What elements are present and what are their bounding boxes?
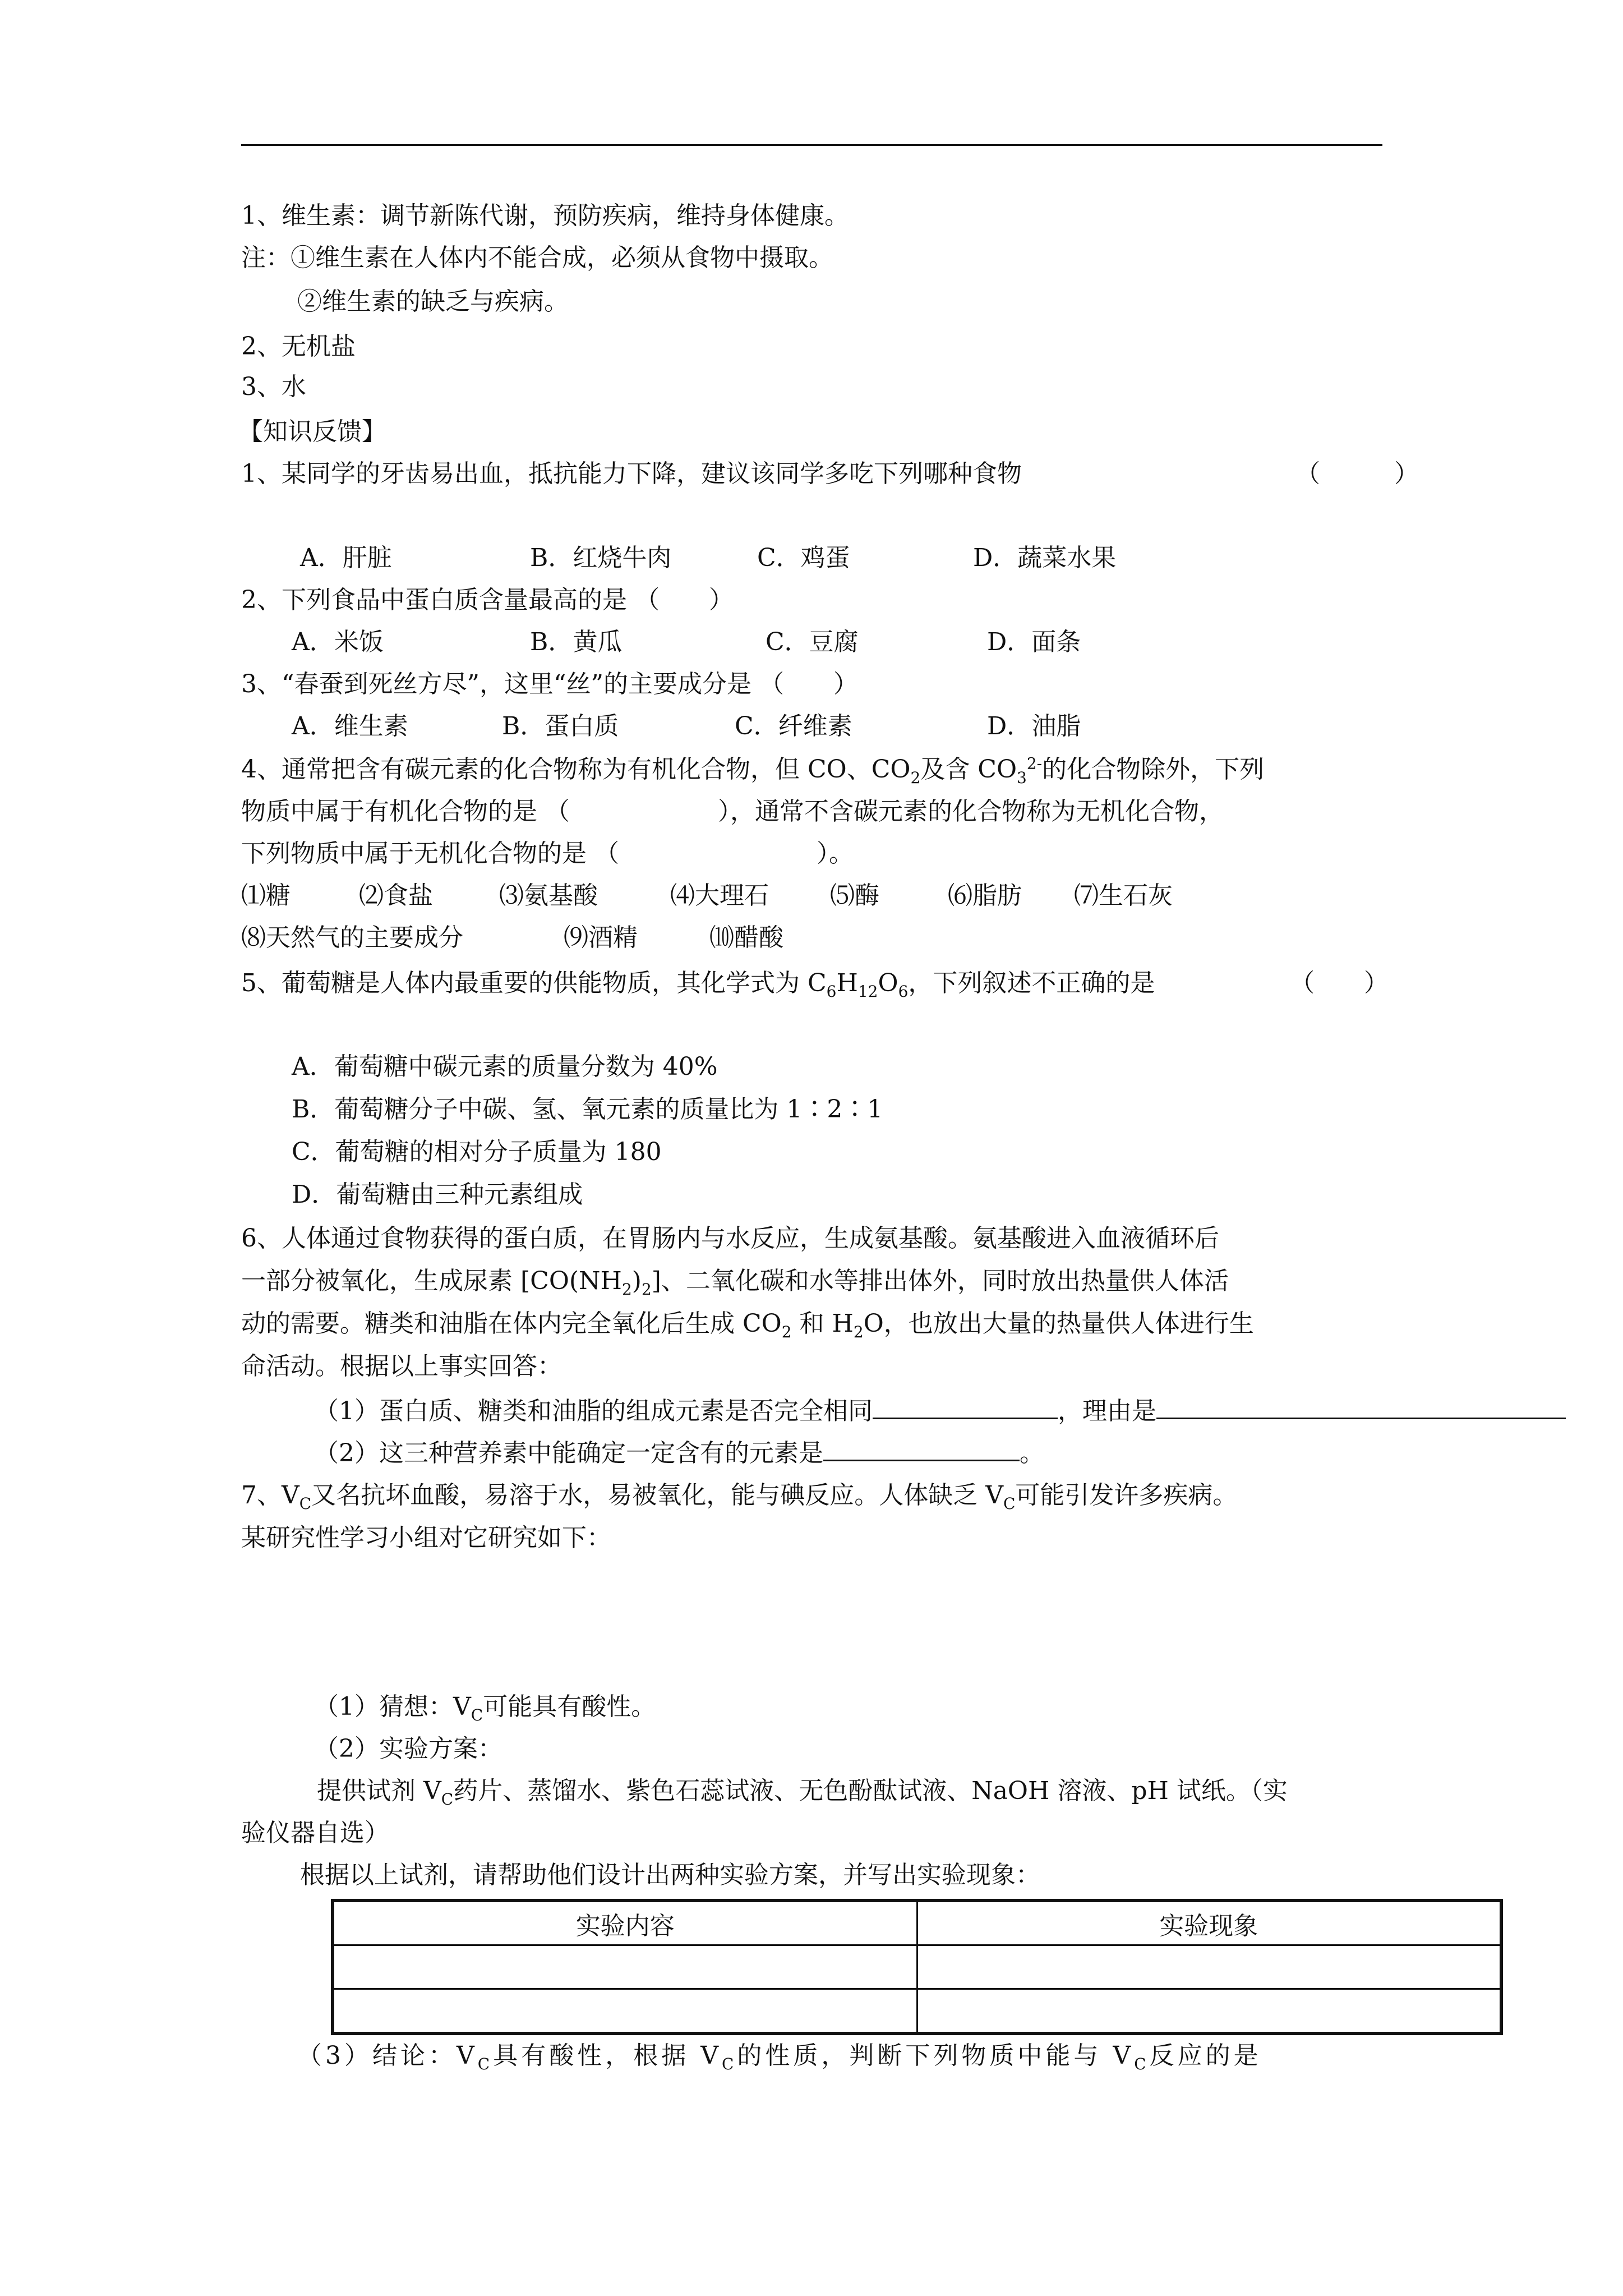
section-3-title: 3、水 xyxy=(241,372,306,401)
q4-item-2: ⑵食盐 xyxy=(359,881,433,910)
q6-part-2: （2）这三种营养素中能确定一定含有的元素是 。 xyxy=(314,1435,1044,1470)
q1-option-b: B．红烧牛肉 xyxy=(530,544,672,572)
table-cell-content-2[interactable] xyxy=(333,1989,917,2034)
q7-reagents-line-2: 验仪器自选） xyxy=(241,1819,389,1847)
q5-answer-paren: （ ） xyxy=(1290,969,1389,997)
table-cell-content-1[interactable] xyxy=(333,1945,917,1989)
table-row xyxy=(333,1989,1501,2034)
q5-stem: 5、葡萄糖是人体内最重要的供能物质，其化学式为 $C_6H_{12}O_6$，下列叙述不正确的是 xyxy=(241,969,1155,1001)
q4-item-9: ⑼酒精 xyxy=(564,923,638,952)
q6-part-2-blank[interactable] xyxy=(823,1435,1020,1461)
q2-stem: 2、下列食品中蛋白质含量最高的是 （ ） xyxy=(241,586,734,614)
q1-option-d: D．蔬菜水果 xyxy=(973,544,1117,572)
experiment-table xyxy=(331,1899,1503,2035)
q1-answer-paren: （ ） xyxy=(1295,459,1419,488)
q7-conclusion: （3）结论：$V_C$具有酸性，根据 $V_C$的性质，判断下列物质中能与 $V_C$反应的是 xyxy=(297,2041,1262,2073)
q7-reagents-line-1: 提供试剂 $V_C$药片、蒸馏水、紫色石蕊试液、无色酚酞试液、NaOH 溶液、pH 试纸。（实 xyxy=(317,1777,1288,1809)
q1-option-c: C．鸡蛋 xyxy=(757,544,850,572)
q6-line-3: 动的需要。糖类和油脂在体内完全氧化后生成 $CO_2$ 和 $H_2O$，也放出大量的热量供人体进行生 xyxy=(241,1309,1254,1341)
q4-item-4: ⑷大理石 xyxy=(670,881,769,910)
q4-line-3: 下列物质中属于无机化合物的是 （ ）。 xyxy=(241,839,854,868)
q3-option-c: C．纤维素 xyxy=(735,712,852,740)
table-row xyxy=(333,1945,1501,1989)
section-1-note-1: 注：①维生素在人体内不能合成，必须从食物中摄取。 xyxy=(241,243,833,272)
q3-option-d: D．油脂 xyxy=(987,712,1081,740)
q7-table-intro: 根据以上试剂，请帮助他们设计出两种实验方案，并写出实验现象： xyxy=(300,1861,1040,1889)
q1-option-a: A．肝脏 xyxy=(300,544,392,572)
q4-item-3: ⑶氨基酸 xyxy=(499,881,598,910)
q5-option-c: C．葡萄糖的相对分子质量为 180 xyxy=(292,1138,662,1166)
q7-line-2: 某研究性学习小组对它研究如下： xyxy=(241,1524,611,1552)
q4-item-1: ⑴糖 xyxy=(241,881,291,910)
q1-stem: 1、某同学的牙齿易出血，抵抗能力下降，建议该同学多吃下列哪种食物 xyxy=(241,459,1022,488)
q7-plan-title: （2）实验方案： xyxy=(314,1734,502,1763)
q6-part-1: （1）蛋白质、糖类和油脂的组成元素是否完全相同 ，理由是 xyxy=(314,1393,1566,1428)
q6-line-2: 一部分被氧化，生成尿素 $[CO(NH_2)_2]$、二氧化碳和水等排出体外，同时放出热量供人体活 xyxy=(241,1267,1229,1299)
q4-item-7: ⑺生石灰 xyxy=(1074,881,1173,910)
q4-item-5: ⑸酶 xyxy=(830,881,879,910)
q6-line-1: 6、人体通过食物获得的蛋白质，在胃肠内与水反应，生成氨基酸。氨基酸进入血液循环后 xyxy=(241,1224,1219,1253)
table-header-row xyxy=(333,1901,1501,1945)
table-header-content: 实验内容 xyxy=(333,1901,917,1945)
q6-line-4: 命活动。根据以上事实回答： xyxy=(241,1352,562,1381)
q6-part-1-blank-2[interactable] xyxy=(1156,1393,1566,1419)
section-2-title: 2、无机盐 xyxy=(241,332,356,361)
q5-option-d: D．葡萄糖由三种元素组成 xyxy=(292,1180,583,1209)
q3-stem: 3、“春蚕到死丝方尽”，这里“丝”的主要成分是 （ ） xyxy=(241,670,858,698)
q3-option-a: A．维生素 xyxy=(292,712,408,740)
table-header-phenomenon: 实验现象 xyxy=(917,1901,1501,1945)
feedback-heading: 【知识反馈】 xyxy=(238,417,386,446)
q7-line-1: 7、$V_C$又名抗坏血酸，易溶于水，易被氧化，能与碘反应。人体缺乏 $V_C$可能引发许多疾病。 xyxy=(241,1481,1238,1513)
header-rule xyxy=(241,144,1382,146)
section-1-title: 1、维生素：调节新陈代谢，预防疾病，维持身体健康。 xyxy=(241,201,849,230)
q2-option-c: C．豆腐 xyxy=(766,628,859,656)
table-cell-phenomenon-1[interactable] xyxy=(917,1945,1501,1989)
q4-line-1: 4、通常把含有碳元素的化合物称为有机化合物，但 CO、$CO_2$及含 $CO_3^{2-}$的化合物除外，下列 xyxy=(241,754,1265,787)
q2-option-d: D．面条 xyxy=(987,628,1081,656)
q2-option-a: A．米饭 xyxy=(292,628,384,656)
section-1-note-2: ②维生素的缺乏与疾病。 xyxy=(297,287,569,316)
q4-item-6: ⑹脂肪 xyxy=(948,881,1022,910)
q7-guess: （1）猜想：$V_C$可能具有酸性。 xyxy=(314,1692,656,1724)
table-cell-phenomenon-2[interactable] xyxy=(917,1989,1501,2034)
q2-option-b: B．黄瓜 xyxy=(530,628,623,656)
q4-item-10: ⑽醋酸 xyxy=(709,923,783,952)
q5-option-b: B．葡萄糖分子中碳、氢、氧元素的质量比为 1∶2∶1 xyxy=(292,1095,883,1124)
q4-item-8: ⑻天然气的主要成分 xyxy=(241,923,463,952)
q4-line-2: 物质中属于有机化合物的是 （ ），通常不含碳元素的化合物称为无机化合物， xyxy=(241,797,1224,826)
q3-option-b: B．蛋白质 xyxy=(502,712,619,740)
q5-option-a: A．葡萄糖中碳元素的质量分数为 40% xyxy=(292,1052,718,1081)
q6-part-1-blank-1[interactable] xyxy=(873,1393,1058,1419)
